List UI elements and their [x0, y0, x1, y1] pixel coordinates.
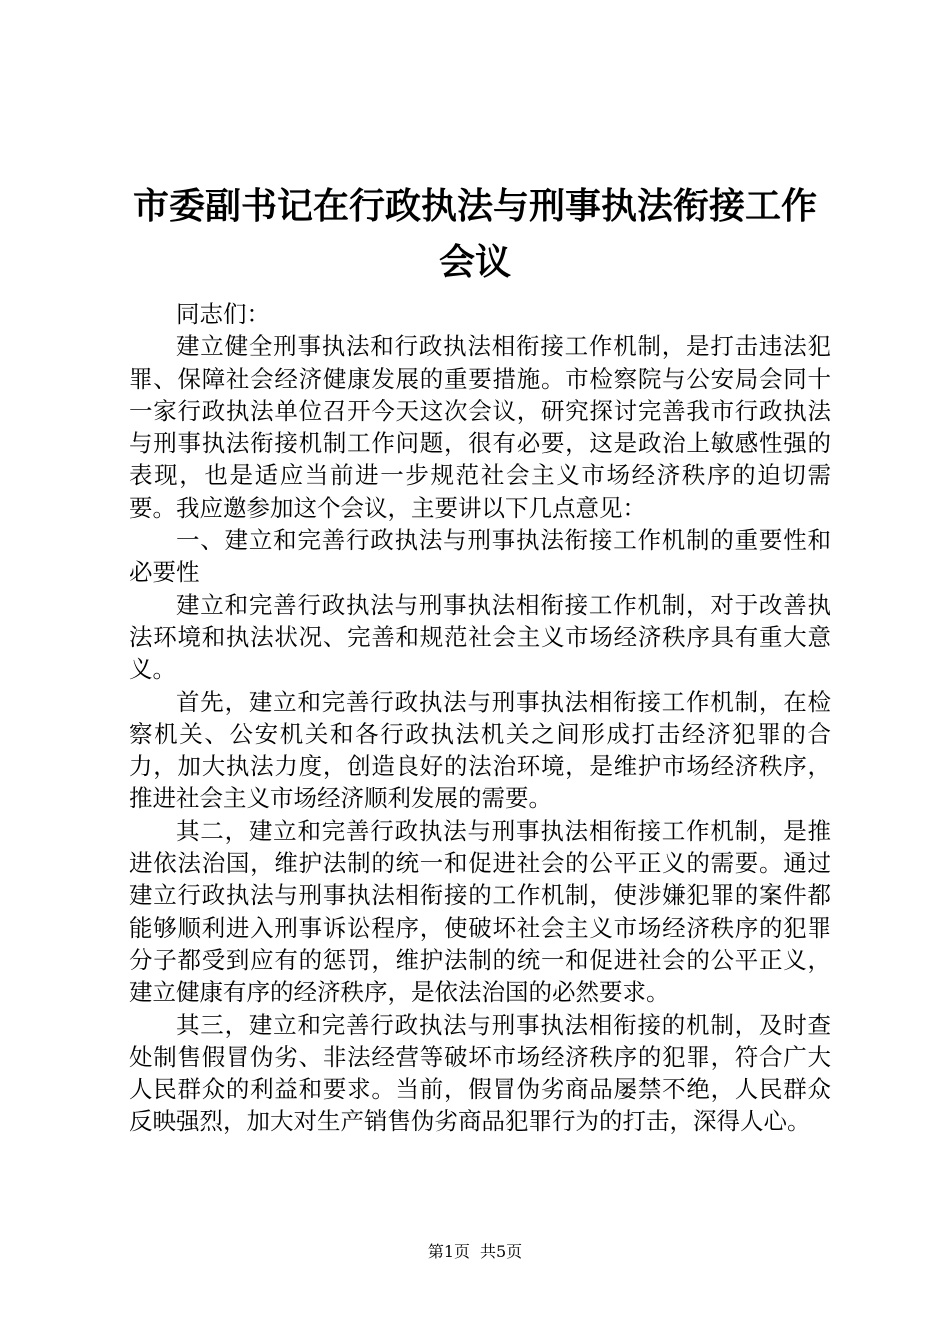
- paragraph: 其三，建立和完善行政执法与刑事执法相衔接的机制，及时查处制售假冒伪劣、非法经营等破坏市场经济秩序的犯罪，符合广大人民群众的利益和要求。当前，假冒伪劣商品屡禁不绝，人民群众反映强烈，加大对生产销售伪劣商品犯罪行为的打击，深得人心。: [129, 1010, 831, 1136]
- page-number: 第1页: [427, 1242, 470, 1261]
- paragraph: 其二，建立和完善行政执法与刑事执法相衔接工作机制，是推进依法治国，维护法制的统一和促进社会的公平正义的需要。通过建立行政执法与刑事执法相衔接的工作机制，使涉嫌犯罪的案件都能够顺利进入刑事诉讼程序，使破坏社会主义市场经济秩序的犯罪分子都受到应有的惩罚，维护法制的统一和促进社会的公平正义，建立健康有序的经济秩序，是依法治国的必然要求。: [129, 816, 831, 1007]
- page-total: 共5页: [480, 1242, 523, 1261]
- salutation: 同志们：: [176, 300, 270, 328]
- document-title: 市委副书记在行政执法与刑事执法衔接工作会议: [132, 185, 817, 283]
- paragraph: 首先，建立和完善行政执法与刑事执法相衔接工作机制，在检察机关、公安机关和各行政执法机关之间形成打击经济犯罪的合力，加大执法力度，创造良好的法治环境，是维护市场经济秩序，推进社会主义市场经济顺利发展的需要。: [129, 687, 831, 813]
- document-body: [129, 298, 831, 1138]
- page-footer: [0, 1242, 950, 1262]
- paragraph: 建立和完善行政执法与刑事执法相衔接工作机制，对于改善执法环境和执法状况、完善和规范社会主义市场经济秩序具有重大意义。: [129, 590, 831, 684]
- paragraph: 建立健全刑事执法和行政执法相衔接工作机制，是打击违法犯罪、保障社会经济健康发展的重要措施。市检察院与公安局会同十一家行政执法单位召开今天这次会议，研究探讨完善我市行政执法与刑事执法衔接机制工作问题，很有必要，这是政治上敏感性强的表现，也是适应当前进一步规范社会主义市场经济秩序的迫切需要。我应邀参加这个会议，主要讲以下几点意见：: [129, 332, 831, 522]
- section-heading: 一、建立和完善行政执法与刑事执法衔接工作机制的重要性和必要性: [129, 526, 831, 587]
